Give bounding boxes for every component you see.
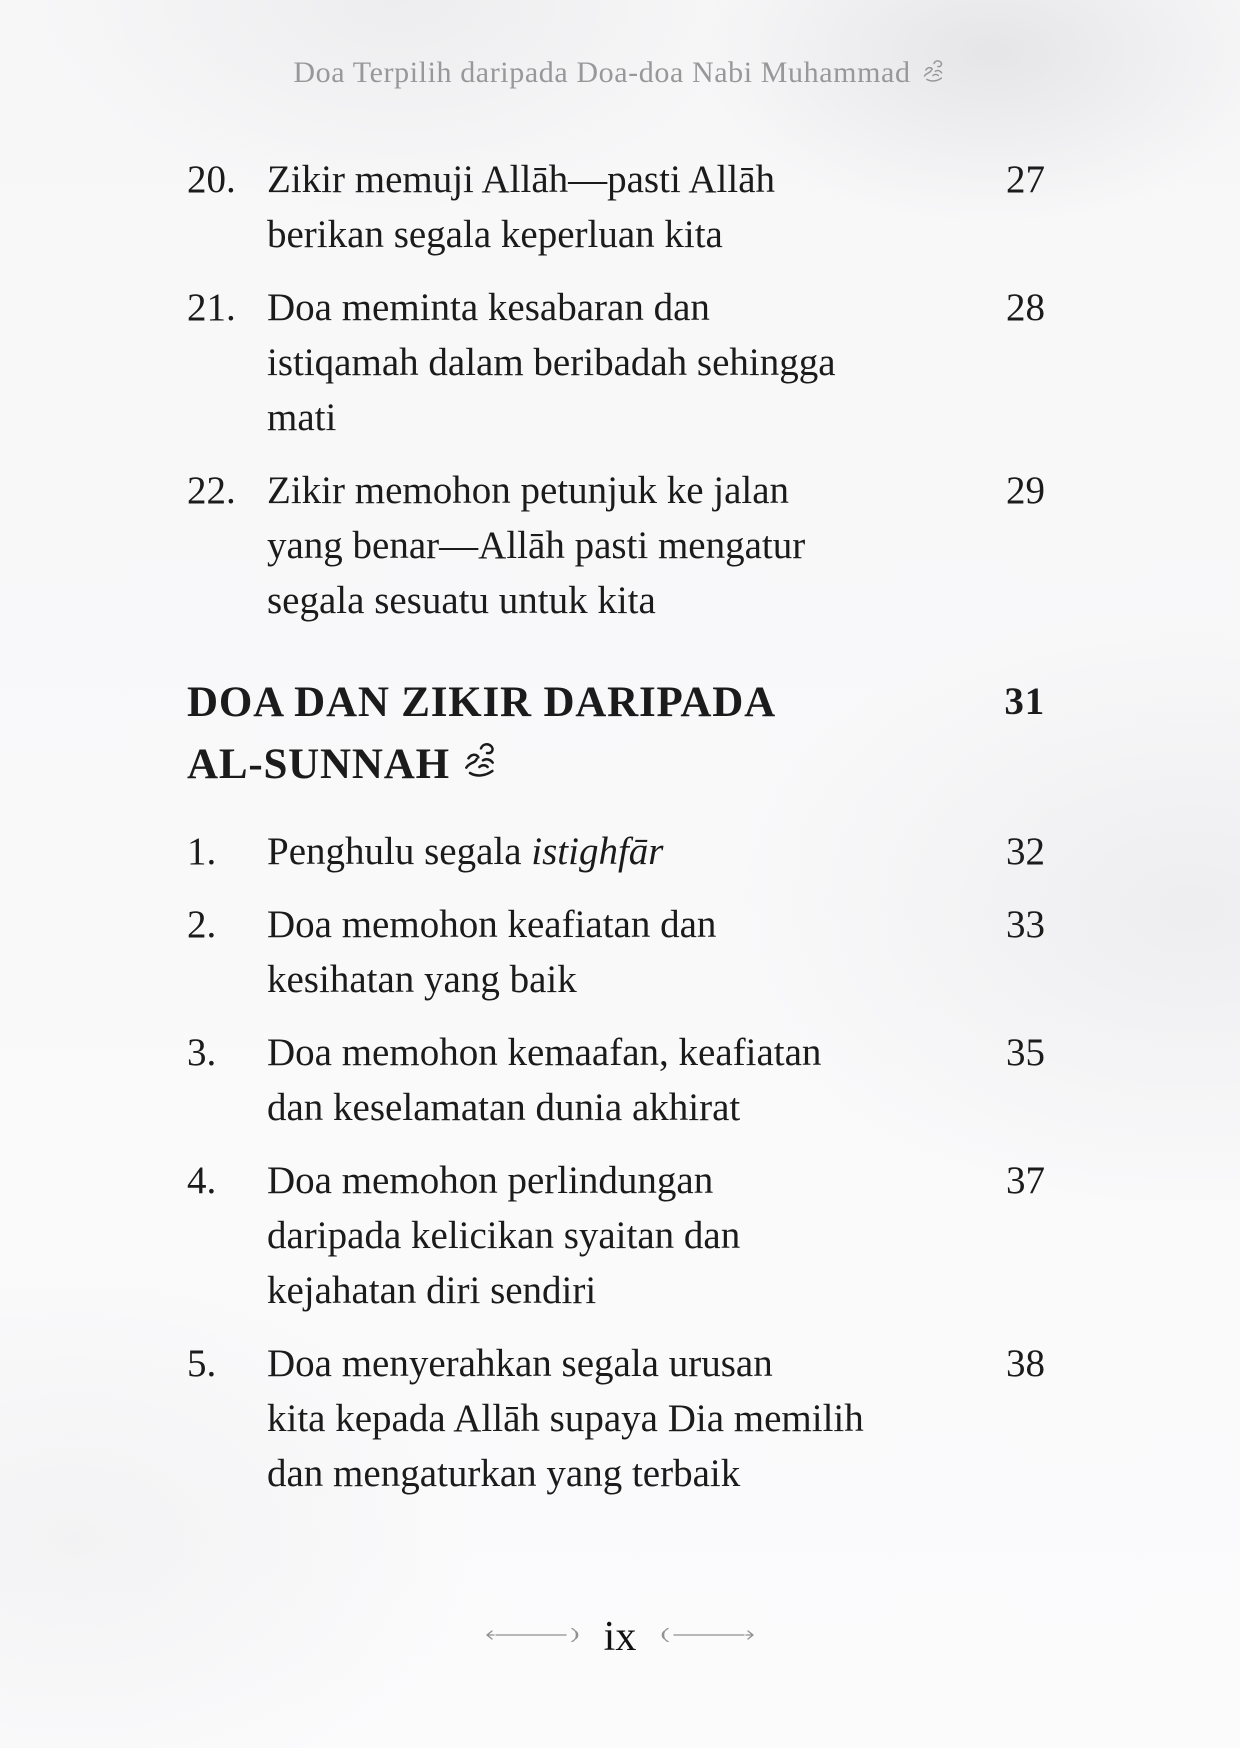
toc-row: [187, 1336, 1045, 1501]
entry-number: 5.: [187, 1342, 217, 1385]
section-title-line2: [187, 734, 947, 800]
folio-page-number: ix: [603, 1614, 637, 1660]
page-footer: [0, 1616, 1240, 1658]
entry-page-number: 29: [1006, 469, 1045, 512]
entry-page-number: 32: [1006, 830, 1045, 873]
entry-number: 22.: [187, 469, 236, 512]
entry-text: Doa meminta kesabaran dan istiqamah dalam beribadah sehingga mati: [267, 286, 836, 439]
entry-text: Doa memohon perlindungan daripada kelicikan syaitan dan kejahatan diri sendiri: [267, 1159, 741, 1312]
toc-row: [187, 152, 1045, 262]
entry-number: 2.: [187, 903, 217, 946]
toc-row: [187, 280, 1045, 445]
book-title: Doa Terpilih daripada Doa-doa Nabi Muhammad: [293, 56, 911, 89]
entry-number: 21.: [187, 286, 236, 329]
entry-text: Doa memohon keafiatan dan kesihatan yang baik: [267, 903, 717, 1001]
entry-number: 20.: [187, 158, 236, 201]
pbuh-calligraphy-icon: [461, 738, 501, 800]
entry-text: Zikir memohon petunjuk ke jalan yang benar—Allāh pasti mengatur segala sesuatu untuk kita: [267, 469, 806, 622]
entry-page-number: 38: [1006, 1342, 1045, 1385]
entry-text: Doa menyerahkan segala urusan kita kepada Allāh supaya Dia memilih dan mengaturkan yang terbaik: [267, 1342, 864, 1495]
toc-section-heading: [187, 672, 1045, 800]
entry-number: 1.: [187, 830, 217, 873]
entry-page-number: 33: [1006, 903, 1045, 946]
footer-rule-left-icon: [484, 1625, 588, 1650]
toc-row: [187, 1025, 1045, 1135]
toc-row: [187, 463, 1045, 628]
entry-page-number: 28: [1006, 286, 1045, 329]
section-title-line2-text: AL-SUNNAH: [187, 741, 450, 788]
entry-number: 3.: [187, 1031, 217, 1074]
toc-row: [187, 1153, 1045, 1318]
entry-text: Penghulu segala istighfār: [267, 830, 664, 873]
table-of-contents: [187, 152, 1045, 1519]
entry-number: 4.: [187, 1159, 217, 1202]
entry-text: Doa memohon kemaafan, keafiatan dan keselamatan dunia akhirat: [267, 1031, 822, 1129]
toc-list-part1: [187, 152, 1045, 628]
section-title-line1: DOA DAN ZIKIR DARIPADA: [187, 679, 776, 726]
footer-rule-right-icon: [652, 1625, 756, 1650]
running-header: [0, 56, 1240, 90]
entry-text: Zikir memuji Allāh—pasti Allāh berikan segala keperluan kita: [267, 158, 776, 256]
entry-page-number: 27: [1006, 158, 1045, 201]
toc-row: [187, 897, 1045, 1007]
pbuh-calligraphy-icon: [921, 57, 947, 90]
section-page-number: 31: [1004, 680, 1045, 723]
entry-page-number: 37: [1006, 1159, 1045, 1202]
toc-list-part2: [187, 824, 1045, 1501]
section-title: [187, 672, 967, 800]
entry-page-number: 35: [1006, 1031, 1045, 1074]
toc-row: [187, 824, 1045, 879]
